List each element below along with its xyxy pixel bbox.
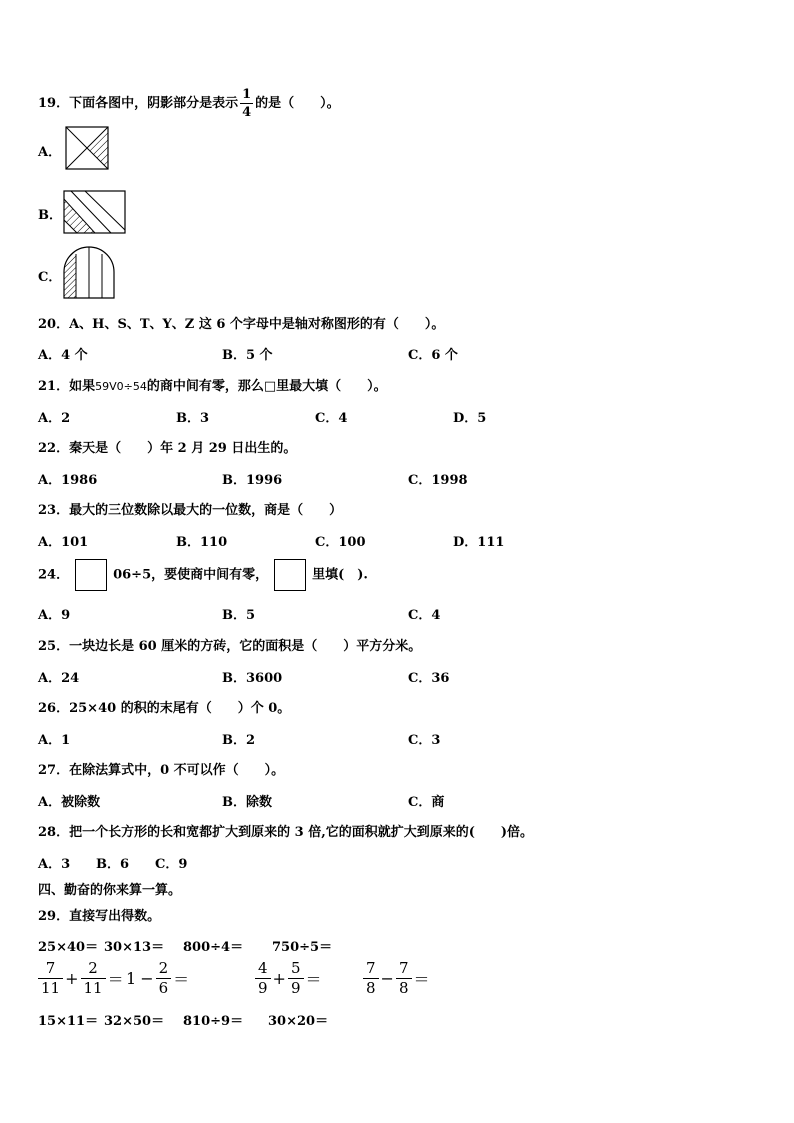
q23-option-a: A．101 bbox=[38, 535, 89, 550]
q27-option-c: C．商 bbox=[408, 795, 445, 810]
section-heading-4: 四、勤奋的你来算一算。 bbox=[38, 883, 182, 898]
q24-option-c: C．4 bbox=[408, 608, 441, 623]
q26-option-b: B．2 bbox=[222, 733, 256, 748]
q23-option-d: D．111 bbox=[453, 535, 505, 550]
q21-option-d: D．5 bbox=[453, 411, 487, 426]
question-19: 19．下面各图中，阴影部分是表示 $\frac{1}{4}$ 的是（ ）。 bbox=[38, 87, 340, 120]
blank-box bbox=[75, 559, 107, 591]
figure-a-square-diagonals bbox=[65, 126, 109, 170]
q19-option-a-label: A． bbox=[38, 145, 62, 160]
figure-b-rectangle-stripes bbox=[63, 190, 126, 234]
q20-option-a: A．4 个 bbox=[38, 348, 88, 363]
q21-option-c: C．4 bbox=[315, 411, 348, 426]
q22-option-b: B．1996 bbox=[222, 473, 283, 488]
q23-option-b: B．110 bbox=[176, 535, 228, 550]
q26-option-c: C．3 bbox=[408, 733, 441, 748]
q23-option-c: C．100 bbox=[315, 535, 366, 550]
fraction-calc-1: $\frac{7}{11}$ + $\frac{2}{11}$ ＝ bbox=[38, 960, 126, 996]
question-27: 27．在除法算式中，0 不可以作（ ）。 bbox=[38, 763, 285, 778]
question-25: 25．一块边长是 60 厘米的方砖，它的面积是（ ）平方分米。 bbox=[38, 639, 422, 654]
q21-option-b: B．3 bbox=[176, 411, 210, 426]
q27-option-a: A．被除数 bbox=[38, 795, 101, 810]
question-21: 21．如果59V0÷54的商中间有零，那么□里最大填（ ）。 bbox=[38, 379, 387, 394]
q28-option-b: B．6 bbox=[96, 857, 130, 872]
fraction-one-quarter: $\frac{1}{4}$ bbox=[242, 87, 252, 120]
fraction-calc-3: $\frac{4}{9}$ + $\frac{5}{9}$ ＝ bbox=[255, 960, 324, 996]
q26-option-a: A．1 bbox=[38, 733, 71, 748]
q25-option-b: B．3600 bbox=[222, 671, 283, 686]
calc-7: 810÷9＝ bbox=[183, 1014, 244, 1029]
q28-option-c: C．9 bbox=[155, 857, 188, 872]
q20-option-c: C．6 个 bbox=[408, 348, 458, 363]
figure-c-arch-stripes bbox=[63, 246, 115, 300]
calc-4: 750÷5＝ bbox=[272, 940, 333, 955]
fraction-calc-4: $\frac{7}{8}$ − $\frac{7}{8}$ ＝ bbox=[363, 960, 432, 996]
calc-5: 15×11＝ bbox=[38, 1014, 99, 1029]
question-24: 24． 06÷5，要使商中间有零， 里填( ). bbox=[38, 559, 368, 591]
q25-option-c: C．36 bbox=[408, 671, 450, 686]
q21-formula: 59V0÷54 bbox=[95, 380, 147, 393]
calc-6: 32×50＝ bbox=[104, 1014, 165, 1029]
calc-1: 25×40＝ bbox=[38, 940, 99, 955]
question-29: 29．直接写出得数。 bbox=[38, 909, 161, 924]
question-26: 26．25×40 的积的末尾有（ ）个 0。 bbox=[38, 701, 291, 716]
calc-2: 30×13＝ bbox=[104, 940, 165, 955]
q25-option-a: A．24 bbox=[38, 671, 80, 686]
question-28: 28．把一个长方形的长和宽都扩大到原来的 3 倍,它的面积就扩大到原来的( )倍。 bbox=[38, 825, 534, 840]
calc-8: 30×20＝ bbox=[268, 1014, 329, 1029]
q22-option-a: A．1986 bbox=[38, 473, 98, 488]
question-23: 23．最大的三位数除以最大的一位数，商是（ ） bbox=[38, 503, 343, 518]
q19-option-b-label: B． bbox=[38, 208, 62, 223]
q24-option-b: B．5 bbox=[222, 608, 256, 623]
q28-option-a: A．3 bbox=[38, 857, 71, 872]
question-20: 20．A、H、S、T、Y、Z 这 6 个字母中是轴对称图形的有（ ）。 bbox=[38, 317, 445, 332]
q22-option-c: C．1998 bbox=[408, 473, 468, 488]
q21-option-a: A．2 bbox=[38, 411, 71, 426]
q19-option-c-label: C． bbox=[38, 270, 62, 285]
fraction-calc-2: 1 − $\frac{2}{6}$ ＝ bbox=[126, 959, 190, 997]
calc-3: 800÷4＝ bbox=[183, 940, 244, 955]
blank-box bbox=[274, 559, 306, 591]
q24-option-a: A．9 bbox=[38, 608, 71, 623]
question-22: 22．秦天是（ ）年 2 月 29 日出生的。 bbox=[38, 441, 297, 456]
q27-option-b: B．除数 bbox=[222, 795, 272, 810]
q20-option-b: B．5 个 bbox=[222, 348, 273, 363]
